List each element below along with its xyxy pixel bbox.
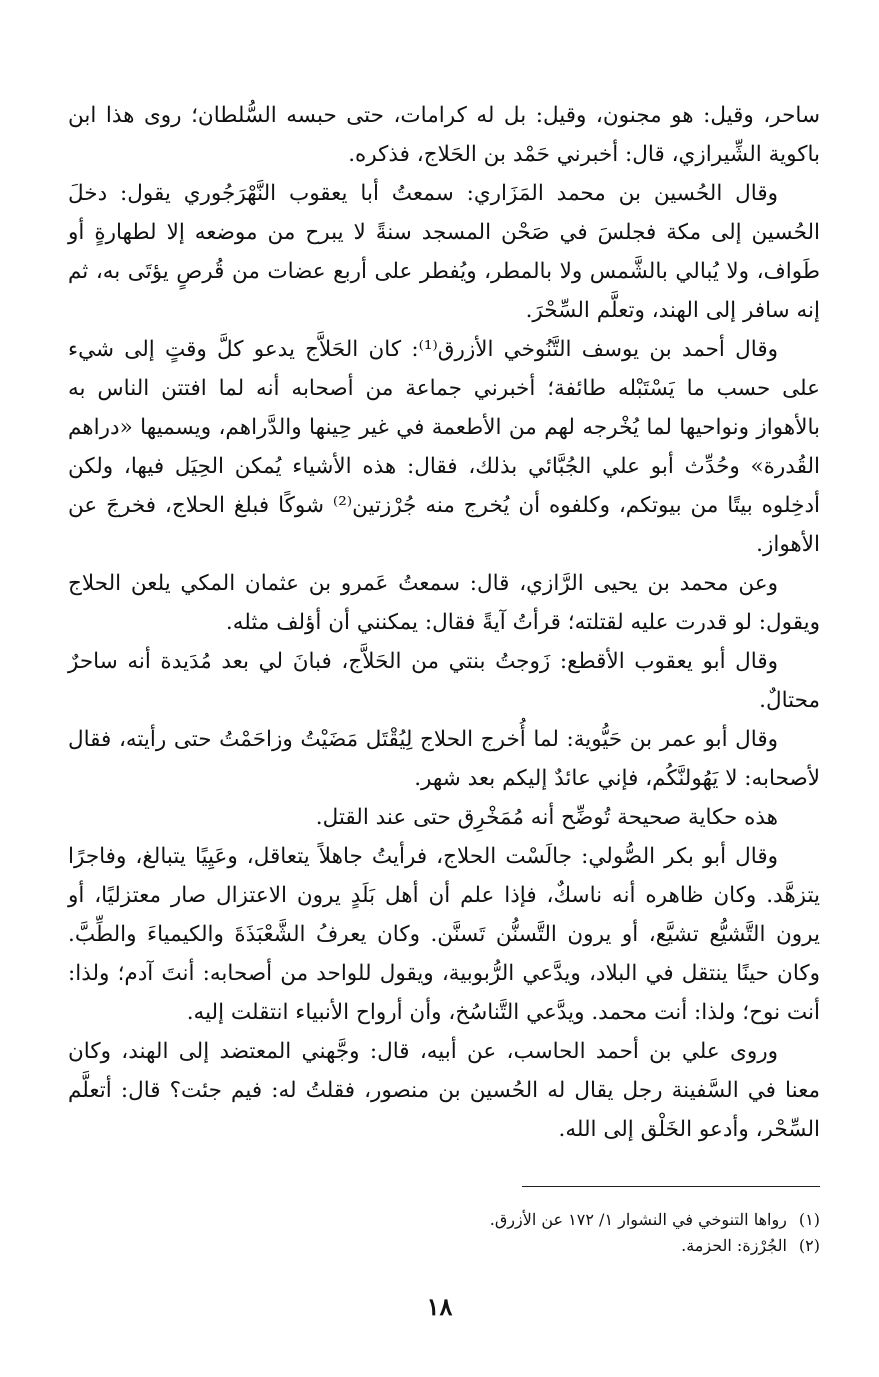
main-text: [68, 96, 820, 1149]
footnote-divider: [522, 1186, 820, 1187]
footnotes: [68, 1186, 820, 1259]
paragraph-7: هذه حكاية صحيحة تُوضِّح أنه مُمَخْرِق حتى عند القتل.: [315, 805, 778, 830]
paragraph-8: وقال أبو بكر الصُّولي: جالَسْت الحلاج، فرأيتُ جاهلاً يتعاقل، وعَيِيًا يتبالغ، وفاجرًا يتزهَّد. وكان ظاهره أنه ناسكٌ، فإذا علم أن أهل بَلَدٍ يرون الاعتزال صار معتزليًا، أو يرون التَّشيُّع تشيَّع، أو يرون التَّسنُّن تَسنَّن. وكان يعرفُ الشَّعْبَذَةَ والكيمياءَ والطِّبَّ. وكان حينًا ينتقل في البلاد، ويدَّعي الرُّبوبية، ويقول للواحد من أصحابه: أنتَ آدم؛ ولذا: أنت نوح؛ ولذا: أنت محمد. ويدَّعي التَّناسُخ، وأن أرواح الأنبياء انتقلت إليه.: [68, 844, 820, 1025]
page-number: ١٨: [426, 1292, 453, 1321]
paragraph-3: وقال أحمد بن يوسف التَّنُوخي الأزرق⁽¹⁾: كان الحَلاَّج يدعو كلَّ وقتٍ إلى شيء على حسب ما يَسْتَبْله طائفة؛ أخبرني جماعة من أصحابه أنه لما افتتن الناس به بالأهواز ونواحيها لما يُخْرجه لهم من الأطعمة في غير حِينها والدَّراهم، ويسميها «دراهم القُدرة» وحُدِّث أبو علي الجُبَّائي بذلك، فقال: هذه الأشياء يُمكن الحِيَل فيها، ولكن أدخِلوه بيتًا من بيوتكم، وكلفوه أن يُخرج منه جُرْزتين⁽²⁾ شوكًا فبلغ الحلاج، فخرجَ عن الأهواز.: [68, 337, 820, 557]
footnote-number: (١): [798, 1210, 820, 1229]
footnote-text: الجُرْزة: الحزمة.: [681, 1236, 787, 1255]
paragraph-9: وروى علي بن أحمد الحاسب، عن أبيه، قال: وجَّهني المعتضد إلى الهند، وكان معنا في السَّفينة رجل يقال له الحُسين بن منصور، فقلتُ له: فيم جئت؟ قال: أتعلَّم السِّحْر، وأدعو الخَلْق إلى الله.: [68, 1039, 820, 1142]
paragraph-6: وقال أبو عمر بن حَيُّوية: لما أُخرج الحلاج لِيُقْتَل مَضَيْتُ وزاحَمْتُ حتى رأيته، فقال لأصحابه: لا يَهُولنَّكُم، فإني عائدٌ إليكم بعد شهر.: [68, 727, 820, 791]
paragraph-4: وعن محمد بن يحيى الرَّازي، قال: سمعتُ عَمرو بن عثمان المكي يلعن الحلاج ويقول: لو قدرت عليه لقتلته؛ قرأتُ آيةً فقال: يمكنني أن أؤلف مثله.: [68, 571, 820, 635]
footnote-2: [68, 1233, 820, 1259]
footnote-number: (٢): [798, 1236, 820, 1255]
footnote-text: رواها التنوخي في النشوار ١/ ١٧٢ عن الأزرق.: [489, 1210, 787, 1229]
paragraph-1: ساحر، وقيل: هو مجنون، وقيل: بل له كرامات، حتى حبسه السُّلطان؛ روى هذا ابن باكوية الشِّيرازي، قال: أخبرني حَمْد بن الحَلاج، فذكره.: [68, 103, 820, 167]
paragraph-5: وقال أبو يعقوب الأقطع: زَوجتُ بنتي من الحَلاَّج، فبانَ لي بعد مُدَيدة أنه ساحرٌ محتالٌ.: [68, 649, 820, 713]
paragraph-2: وقال الحُسين بن محمد المَزَاري: سمعتُ أبا يعقوب النَّهْرَجُوري يقول: دخلَ الحُسين إلى مكة فجلسَ في صَحْن المسجد سنةً لا يبرح من موضعه إلا لطهارةٍ أو طَواف، ولا يُبالي بالشَّمس ولا بالمطر، ويُفطر على أربع عضات من قُرصٍ يؤتَى به، ثم إنه سافر إلى الهند، وتعلَّم السِّحْرَ.: [68, 181, 820, 323]
footnote-1: [68, 1207, 820, 1233]
